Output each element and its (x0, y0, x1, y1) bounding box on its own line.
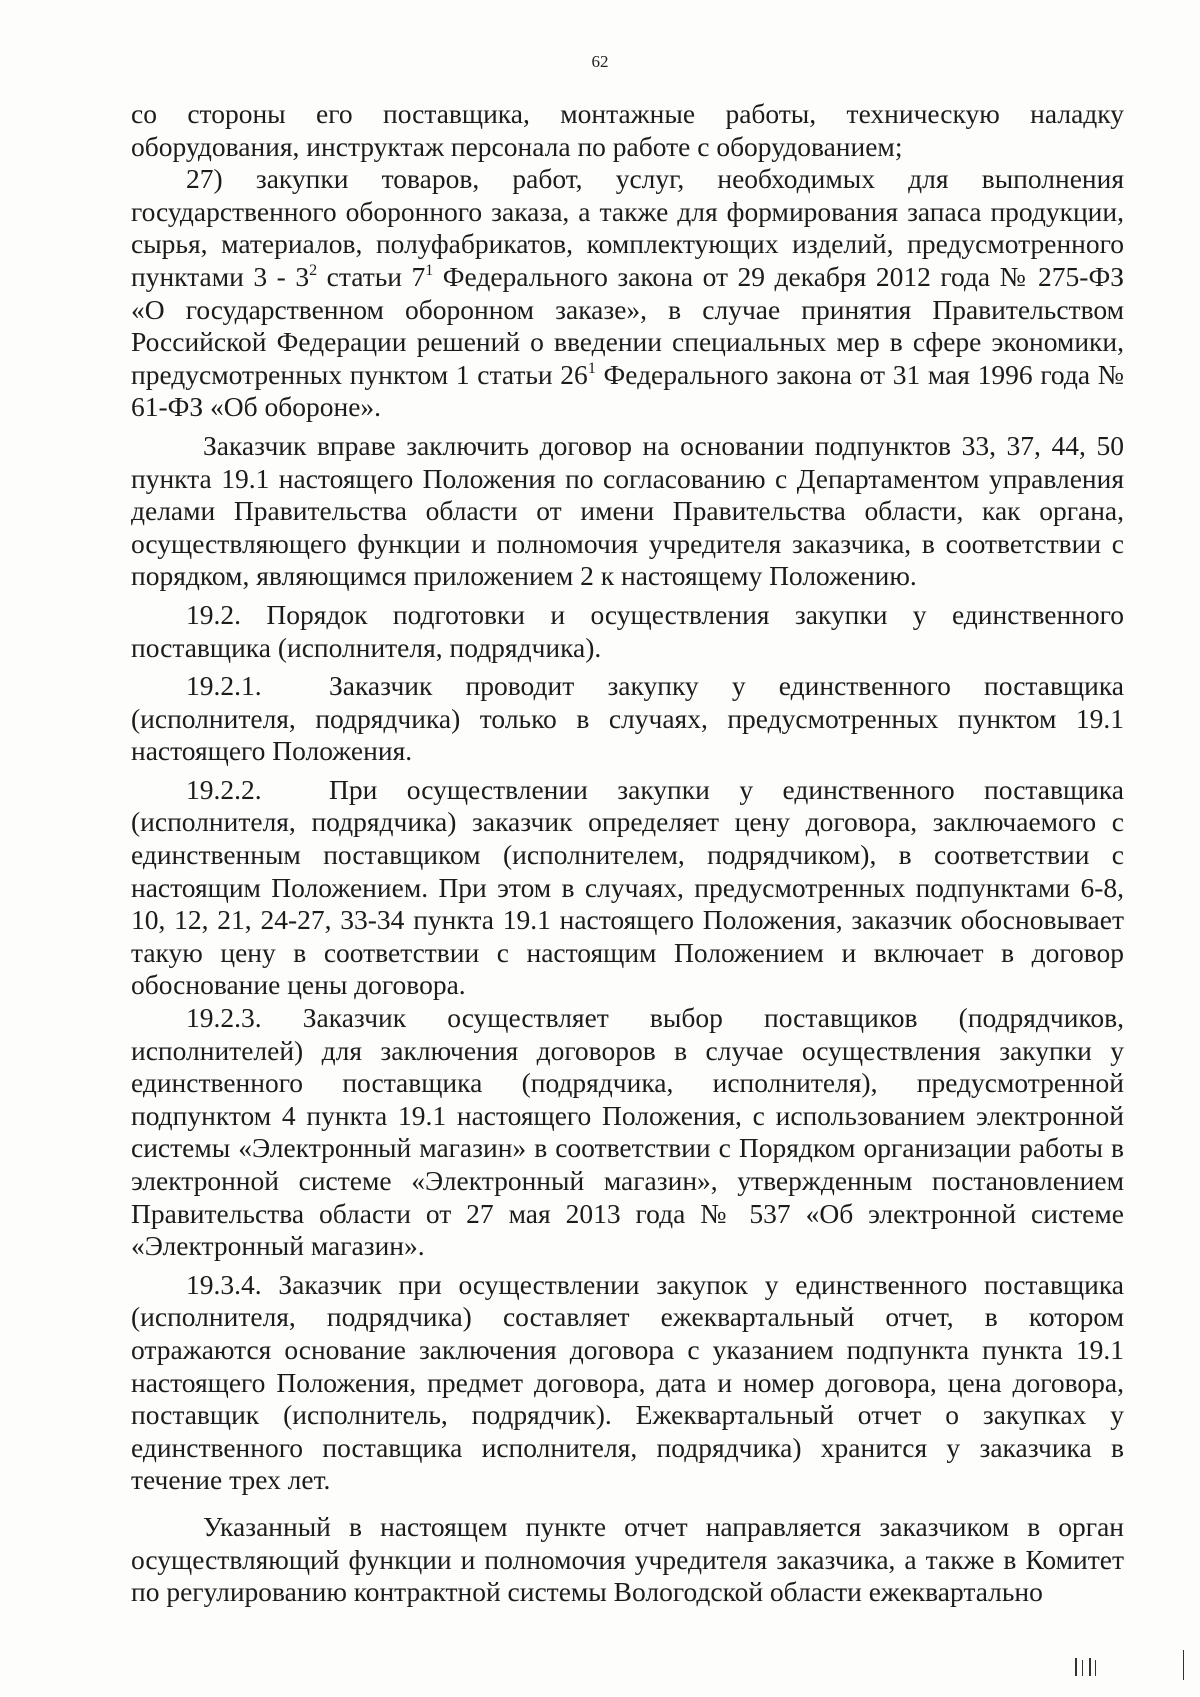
paragraph-customer-right: Заказчик вправе заключить договор на основании подпунктов 33, 37, 44, 50 пункта 19.1 настоящего Положения по согласованию с Департаментом управления делами Правительства области от имени Правительства области, как органа, осуществляющего функции и полномочия учредителя заказчика, в соответствии с порядком, являющимся приложением 2 к настоящему Положению. (131, 429, 1124, 592)
paragraph-19-2-3: 19.2.3. Заказчик осуществляет выбор поставщиков (подрядчиков, исполнителей) для заключения договоров в случае осуществления закупки у единственного поставщика (подрядчика, исполнителя), предусмотренной подпунктом 4 пункта 19.1 настоящего Положения, с использованием электронной системы «Электронный магазин» в соответствии с Порядком организации работы в электронной системе «Электронный магазин», утвержденным постановлением Правительства области от 27 мая 2013 года № 537 «Об электронной системе «Электронный магазин». (131, 1002, 1124, 1262)
paragraph-19-3-4: 19.3.4. Заказчик при осуществлении закупок у единственного поставщика (исполнителя, подрядчика) составляет ежеквартальный отчет, в котором отражаются основание заключения договора с указанием подпункта пункта 19.1 настоящего Положения, предмет договора, дата и номер договора, цена договора, поставщик (исполнитель, подрядчик). Ежеквартальный отчет о закупках у единственного поставщика исполнителя, подрядчика) хранится у заказчика в течение трех лет. (131, 1268, 1124, 1496)
paragraph-item-27 (131, 163, 1124, 424)
superscript-1-article-26: 1 (587, 359, 596, 377)
paragraph-report-direction: Указанный в настоящем пункте отчет направляется заказчиком в орган осуществляющий функции и полномочия учредителя заказчика, а также в Комитет по регулированию контрактной системы Вологодской области ежеквартально (131, 1510, 1124, 1608)
clause-number-19-2-2: 19.2.2. (186, 773, 262, 805)
clause-text-19-2-1: Заказчик проводит закупку у единственного поставщика (исполнителя, подрядчика) только в случаях, предусмотренных пунктом 19.1 настоящего Положения. (131, 670, 1124, 767)
item-27-text-a: 27) закупки товаров, работ, услуг, необходимых для выполнения государственного оборонного заказа, а также для формирования запаса продукции, сырья, материалов, полуфабрикатов, комплектующих изделий, предусмотренного пунктами 3 - 3 (131, 163, 1124, 292)
paragraph-19-2-heading: 19.2. Порядок подготовки и осуществления закупки у единственного поставщика (исполнителя, подрядчика). (131, 598, 1124, 663)
paragraph-equipment-continuation: со стороны его поставщика, монтажные работы, техническую наладку оборудования, инструктаж персонала по работе с оборудованием; (131, 98, 1124, 162)
paragraph-19-2-2 (131, 774, 1124, 1002)
document-body (131, 98, 1124, 1609)
superscript-2: 2 (309, 261, 318, 279)
scan-edge-mark (1183, 1650, 1184, 1680)
scan-barcode-mark (1082, 1660, 1083, 1676)
clause-text-19-2-2: При осуществлении закупки у единственного поставщика (исполнителя, подрядчика) заказчик определяет цену договора, заключаемого с единственным поставщиком (исполнителем, подрядчиком), в соответствии с настоящим Положением. При этом в случаях, предусмотренных подпунктами 6-8, 10, 12, 21, 24-27, 33-34 пункта 19.1 настоящего Положения, заказчик обосновывает такую цену в соответствии с настоящим Положением и включает в договор обоснование цены договора. (131, 773, 1124, 1001)
scan-barcode-mark (1075, 1658, 1077, 1676)
paragraph-19-2-1 (131, 670, 1124, 768)
page-number: 62 (591, 52, 609, 71)
superscript-1: 1 (425, 261, 434, 279)
item-27-text-d: Федерального закона от 31 мая 1996 года № 61-ФЗ «Об обороне». (131, 358, 1124, 423)
item-27-text-b: статьи 7 (317, 260, 426, 292)
scan-barcode-mark (1095, 1660, 1096, 1676)
item-27-text-c: Федерального закона от 29 декабря 2012 года № 275-ФЗ «О государственном оборонном заказе», в случае принятия Правительством Российской Федерации решений о введении специальных мер в сфере экономики, предусмотренных пунктом 1 статьи 26 (131, 260, 1124, 390)
clause-number-19-2-1: 19.2.1. (186, 670, 262, 702)
scan-barcode-mark (1089, 1658, 1091, 1676)
